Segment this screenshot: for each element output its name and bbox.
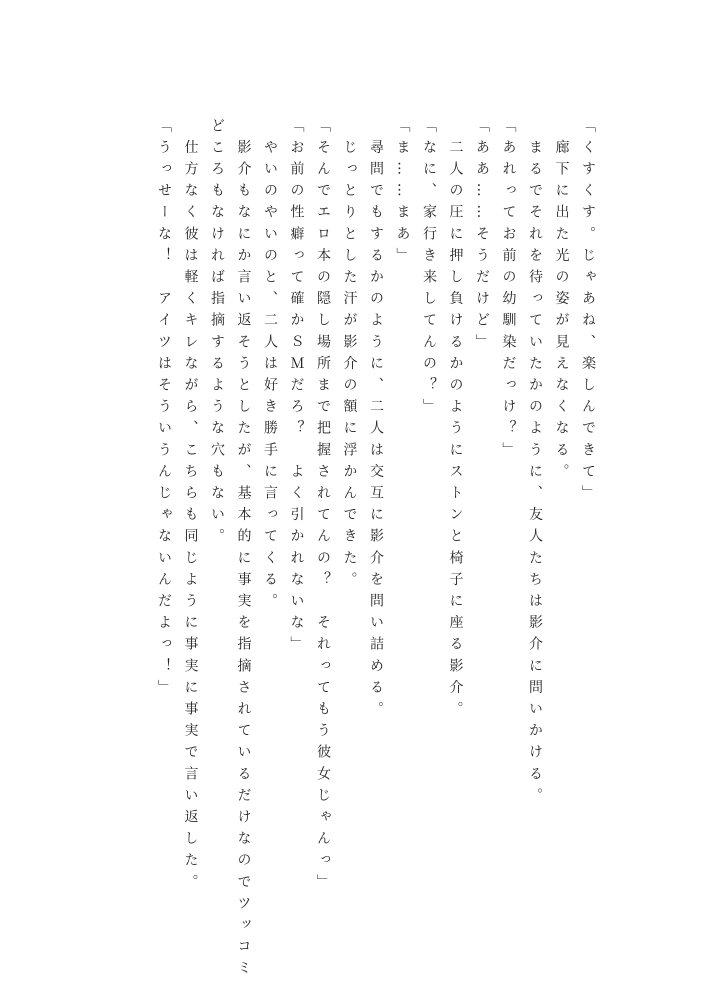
text-line-6: 二人の圧に押し負けるかのようにストンと椅子に座る影介。 — [447, 118, 464, 723]
text-line-8: 「ま……まあ」 — [394, 118, 411, 270]
text-line-16: 仕方なく彼は軽くキレながら、こちらも同じように事実に事実で言い返した。 — [182, 118, 199, 896]
text-line-7: 「なに、家行き来してんの？」 — [421, 118, 437, 421]
text-line-3: まるでそれを待っていたかのように、友人たちは影介に問いかける。 — [527, 118, 543, 810]
vertical-text-body — [151, 118, 602, 982]
text-line-14: 影介もなにか言い返そうとしたが、基本的に事実を指摘されているだけなのでツッコミ — [235, 118, 252, 982]
text-line-1: 「くすくす。じゃあね、楽しんできて」 — [580, 118, 596, 507]
text-line-12: 「お前の性癖って確かＳＭだろ？ よく引かれないな」 — [288, 118, 305, 658]
text-line-2: 廊下に出た光の姿が見えなくなる。 — [553, 118, 570, 486]
text-line-5: 「ああ……そうだけど」 — [474, 118, 490, 356]
text-line-4: 「あれってお前の幼馴染だっけ？」 — [500, 118, 517, 464]
text-line-13: やいのやいのと、二人は好き勝手に言ってくる。 — [262, 118, 278, 615]
text-line-10: じっとりとした汗が影介の額に浮かんできた。 — [341, 118, 358, 594]
text-line-15: どころもなければ指摘するような穴もない。 — [209, 118, 225, 550]
text-line-17: 「うっせーな！ アイツはそういうんじゃないんだよっ！」 — [156, 118, 172, 702]
text-line-11: 「そんでエロ本の隠し場所まで把握されてんの？ それってもう彼女じゃんっ」 — [315, 118, 331, 896]
text-line-9: 尋問でもするかのように、二人は交互に影介を問い詰める。 — [368, 118, 384, 723]
